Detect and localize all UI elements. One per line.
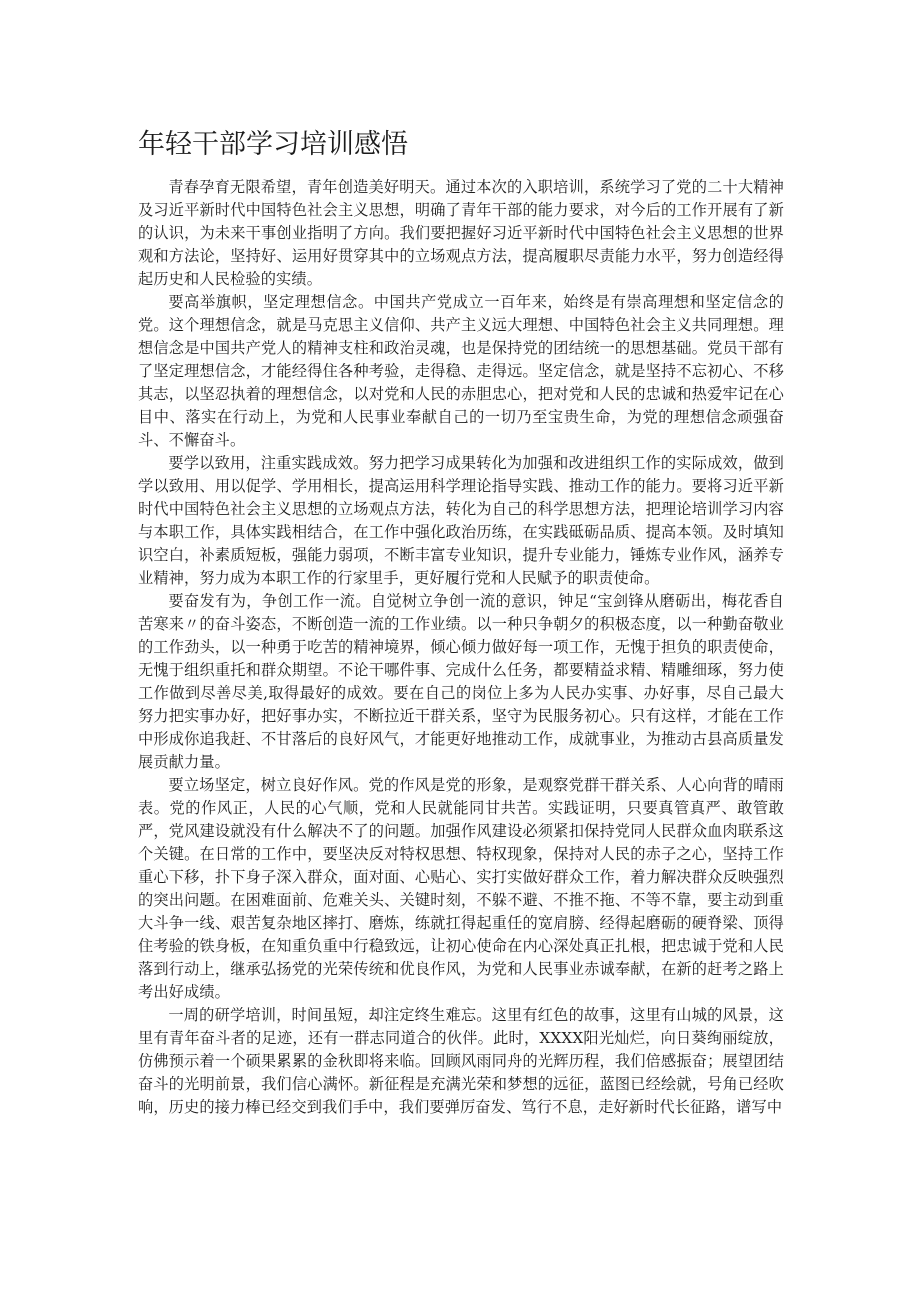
paragraph-ideals: 要高举旗帜，坚定理想信念。中国共产党成立一百年来，始终是有崇高理想和坚定信念的党。这个理想信念，就是马克思主义信仰、共产主义远大理想、中国特色社会主义共同理想。理想信念是中国共产党人的精神支柱和政治灵魂，也是保持党的团结统一的思想基础。党员干部有了坚定理想信念，才能经得住各种考验，走得稳、走得远。坚定信念，就是坚持不忘初心、不移其志，以坚忍执着的理想信念，以对党和人民的赤胆忠心，把对党和人民的忠诚和热爱牢记在心目中、落实在行动上，为党和人民事业奉献自己的一切乃至宝贵生命，为党的理想信念顽强奋斗、不懈奋斗。	[138, 293, 784, 449]
paragraph-conduct: 要立场坚定，树立良好作风。党的作风是党的形象，是观察党群干群关系、人心向背的晴雨表。党的作风正，人民的心气顺，党和人民就能同甘共苦。实践证明，只要真管真严、敢管敢严，党风建设就没有什么解决不了的问题。加强作风建设必须紧扣保持党同人民群众血肉联系这个关键。在日常的工作中，要坚决反对特权思想、特权现象，保持对人民的赤子之心，坚持工作重心下移，扑下身子深入群众，面对面、心贴心、实打实做好群众工作，着力解决群众反映强烈的突出问题。在困难面前、危难关头、关键时刻，不躲不避、不推不拖、不等不靠，要主动到重大斗争一线、艰苦复杂地区摔打、磨炼，练就扛得起重任的宽肩膀、经得起磨砺的硬脊梁、顶得住考验的铁身板，在知重负重中行稳致远，让初心使命在内心深处真正扎根，把忠诚于党和人民落到行动上，继承弘扬党的光荣传统和优良作风，为党和人民事业赤诚奉献，在新的赶考之路上考出好成绩。	[138, 776, 784, 1001]
paragraph-intro: 青春孕育无限希望，青年创造美好明天。通过本次的入职培训，系统学习了党的二十大精神及习近平新时代中国特色社会主义思想，明确了青年干部的能力要求，对今后的工作开展有了新的认识，为未来干事创业指明了方向。我们要把握好习近平新时代中国特色社会主义思想的世界观和方法论，坚持好、运用好贯穿其中的立场观点方法，提高履职尽责能力水平，努力创造经得起历史和人民检验的实绩。	[138, 178, 784, 288]
document-title: 年轻干部学习培训感悟	[138, 129, 408, 160]
paragraph-excellence: 要奋发有为，争创工作一流。自觉树立争创一流的意识，钟足“宝剑锋从磨砺出，梅花香自苦寒来〃的奋斗姿态，不断创造一流的工作业绩。以一种只争朝夕的积极态度，以一种勤奋敬业的工作劲头，以一种勇于吃苦的精神境界，倾心倾力做好每一项工作，无愧于担负的职责使命，无愧于组织重托和群众期望。不论干哪件事、完成什么任务，都要精益求精、精雕细琢，努力使工作做到尽善尽美,取得最好的成效。要在自己的岗位上多为人民办实事、办好事，尽自己最大努力把实事办好，把好事办实，不断拉近干群关系，坚守为民服务初心。只有这样，才能在工作中形成你追我赶、不甘落后的良好风气，才能更好地推动工作，成就事业，为推动古县高质量发展贡献力量。	[138, 592, 784, 771]
paragraph-conclusion: 一周的研学培训，时间虽短，却注定终生难忘。这里有红色的故事，这里有山城的风景，这里有青年奋斗者的足迹，还有一群志同道合的伙伴。此时，XXXX阳光灿烂，向日葵绚丽绽放，仿佛预示着一个硕果累累的金秋即将来临。回顾风雨同舟的光辉历程，我们倍感振奋；展望团结奋斗的光明前景，我们信心满怀。新征程是充满光荣和梦想的远征，蓝图已经绘就，号角已经吹响，历史的接力棒已经交到我们手中，我们要弹厉奋发、笃行不息，走好新时代长征路，谱写中	[138, 1006, 784, 1116]
paragraph-practice: 要学以致用，注重实践成效。努力把学习成果转化为加强和改进组织工作的实际成效，做到学以致用、用以促学、学用相长，提高运用科学理论指导实践、推动工作的能力。要将习近平新时代中国特色社会主义思想的立场观点方法，转化为自己的科学思想方法，把理论培训学习内容与本职工作，具体实践相结合，在工作中强化政治历练，在实践砥砺品质、提高本领。及时填知识空白，补素质短板，强能力弱项，不断丰富专业知识，提升专业能力，锤炼专业作风，涵养专业精神，努力成为本职工作的行家里手，更好履行党和人民赋予的职责使命。	[138, 454, 784, 587]
document-body	[138, 128, 784, 1119]
